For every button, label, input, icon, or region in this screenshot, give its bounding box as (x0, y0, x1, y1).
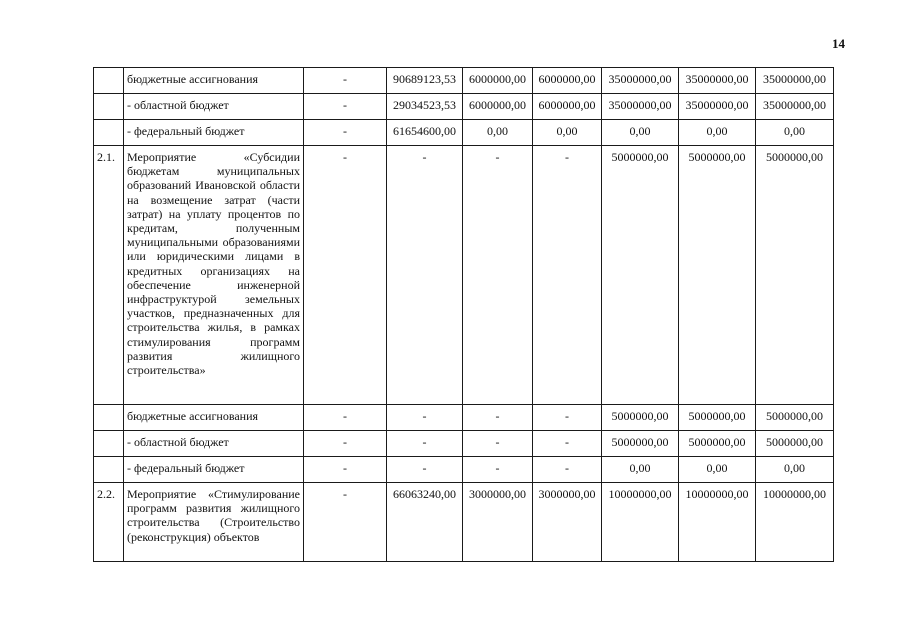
row-label: бюджетные ассигнования (124, 68, 304, 94)
cell-value: 35000000,00 (756, 68, 834, 94)
cell-value: 0,00 (679, 120, 756, 146)
cell-value: 3000000,00 (463, 483, 533, 562)
row-label: - областной бюджет (124, 94, 304, 120)
cell-value: - (304, 405, 387, 431)
table-row (94, 120, 834, 146)
cell-value: 6000000,00 (463, 68, 533, 94)
cell-value: 6000000,00 (463, 94, 533, 120)
cell-value: 5000000,00 (679, 431, 756, 457)
cell-value: 61654600,00 (387, 120, 463, 146)
page-number: 14 (832, 36, 845, 51)
cell-value: - (387, 146, 463, 405)
cell-value: 5000000,00 (602, 146, 679, 405)
cell-value: 6000000,00 (533, 68, 602, 94)
cell-value: - (533, 405, 602, 431)
cell-value: 10000000,00 (679, 483, 756, 562)
cell-value: 6000000,00 (533, 94, 602, 120)
cell-value: - (463, 431, 533, 457)
cell-value: 5000000,00 (679, 146, 756, 405)
row-index (94, 94, 124, 120)
cell-value: 5000000,00 (602, 405, 679, 431)
cell-value: - (533, 146, 602, 405)
cell-value: 5000000,00 (756, 146, 834, 405)
cell-value: - (387, 457, 463, 483)
cell-value: 90689123,53 (387, 68, 463, 94)
cell-value: - (304, 68, 387, 94)
table-row (94, 94, 834, 120)
cell-value: - (304, 146, 387, 405)
cell-value: 35000000,00 (602, 68, 679, 94)
cell-value: 35000000,00 (602, 94, 679, 120)
table-row (94, 431, 834, 457)
row-index: 2.1. (94, 146, 124, 405)
row-index (94, 68, 124, 94)
cell-value: 35000000,00 (679, 94, 756, 120)
row-label: - областной бюджет (124, 431, 304, 457)
cell-value: 5000000,00 (602, 431, 679, 457)
row-label: Мероприятие «Стимулирование программ развития жилищного строительства (Строительство (реконструкция) объектов (124, 483, 304, 562)
cell-value: 29034523,53 (387, 94, 463, 120)
cell-value: - (387, 405, 463, 431)
cell-value: - (533, 431, 602, 457)
cell-value: - (463, 405, 533, 431)
cell-value: - (304, 483, 387, 562)
row-label: Мероприятие «Субсидии бюджетам муниципальных образований Ивановской области на возмещение затрат (части затрат) на уплату процентов по кредитам, полученным муниципальными образованиями или юридическими лицами в кредитных организациях на обеспечение инженерной инфраструктурой земельных участков, предназначенных для строительства жилья, в рамках стимулирования программ развития жилищного строительства» (124, 146, 304, 405)
cell-value: 0,00 (463, 120, 533, 146)
cell-value: 35000000,00 (679, 68, 756, 94)
cell-value: 0,00 (756, 457, 834, 483)
row-index (94, 431, 124, 457)
cell-value: 66063240,00 (387, 483, 463, 562)
row-index (94, 457, 124, 483)
table-row (94, 457, 834, 483)
row-index (94, 120, 124, 146)
cell-value: - (304, 120, 387, 146)
cell-value: - (387, 431, 463, 457)
table-row (94, 405, 834, 431)
row-index: 2.2. (94, 483, 124, 562)
cell-value: 0,00 (602, 457, 679, 483)
cell-value: 0,00 (756, 120, 834, 146)
cell-value: 35000000,00 (756, 94, 834, 120)
row-label: - федеральный бюджет (124, 120, 304, 146)
cell-value: - (304, 431, 387, 457)
cell-value: 5000000,00 (679, 405, 756, 431)
cell-value: 0,00 (533, 120, 602, 146)
budget-table (93, 67, 834, 562)
table-row (94, 68, 834, 94)
cell-value: 3000000,00 (533, 483, 602, 562)
cell-value: - (304, 457, 387, 483)
cell-value: 10000000,00 (756, 483, 834, 562)
row-label: бюджетные ассигнования (124, 405, 304, 431)
cell-value: - (304, 94, 387, 120)
cell-value: - (533, 457, 602, 483)
row-index (94, 405, 124, 431)
cell-value: 5000000,00 (756, 405, 834, 431)
cell-value: 5000000,00 (756, 431, 834, 457)
cell-value: 10000000,00 (602, 483, 679, 562)
cell-value: 0,00 (679, 457, 756, 483)
row-label: - федеральный бюджет (124, 457, 304, 483)
cell-value: - (463, 146, 533, 405)
cell-value: 0,00 (602, 120, 679, 146)
cell-value: - (463, 457, 533, 483)
table-row (94, 483, 834, 562)
table-row (94, 146, 834, 405)
